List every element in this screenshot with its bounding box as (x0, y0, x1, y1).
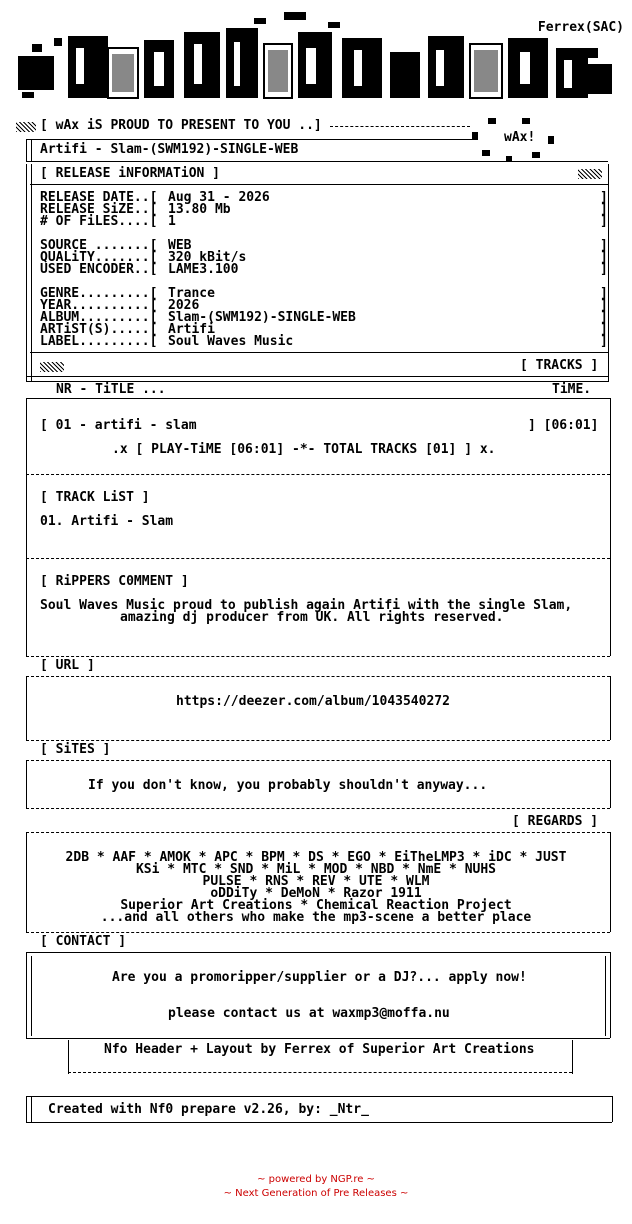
contact-email[interactable]: please contact us at waxmp3@moffa.nu (168, 1006, 450, 1021)
track-time: ] [06:01] (528, 418, 599, 433)
info-value: WEB (168, 238, 192, 253)
border (26, 952, 27, 1038)
info-label: ARTiST(S).....[ (40, 322, 158, 337)
border (68, 1040, 69, 1074)
border (26, 164, 27, 382)
info-close: ] (600, 202, 608, 217)
divider (26, 161, 608, 162)
rippers-comment-line: Soul Waves Music proud to publish again Artifi with the single Slam, (40, 598, 573, 613)
info-close: ] (600, 322, 608, 337)
divider (26, 656, 610, 657)
divider (68, 1072, 572, 1073)
info-close: ] (600, 190, 608, 205)
info-label: ALBUM.........[ (40, 310, 158, 325)
regards-title: [ REGARDS ] (512, 814, 599, 829)
border (610, 760, 611, 808)
divider (26, 676, 610, 677)
divider (26, 760, 610, 761)
border (26, 139, 27, 161)
footer-tagline: ~ Next Generation of Pre Releases ~ (223, 1188, 409, 1199)
contact-line: Are you a promoripper/supplier or a DJ?... apply now! (112, 970, 527, 985)
info-value: 2026 (168, 298, 200, 313)
hatch-decor (578, 169, 602, 179)
divider (330, 126, 470, 127)
track-item: [ 01 - artifi - slam (40, 418, 197, 433)
tracks-title: [ TRACKS ] (520, 358, 599, 373)
info-close: ] (600, 250, 608, 265)
info-value: Artifi (168, 322, 215, 337)
hatch-decor (16, 122, 36, 132)
info-label: SOURCE .......[ (40, 238, 158, 253)
track-list-title: [ TRACK LiST ] (40, 490, 150, 505)
regards-line: Superior Art Creations * Chemical Reaction Project (120, 898, 512, 913)
created-with: Created with Nf0 prepare v2.26, by: _Ntr_ (48, 1102, 369, 1117)
info-value: 1 (168, 214, 176, 229)
border (610, 474, 611, 558)
info-value: Trance (168, 286, 215, 301)
present-line: [ wAx iS PROUD TO PRESENT TO YOU ..] (40, 118, 322, 133)
divider (26, 558, 610, 559)
logo-art (8, 8, 624, 120)
divider (26, 139, 474, 140)
border (26, 760, 27, 808)
divider (26, 398, 610, 399)
border (31, 164, 32, 382)
layout-credit: Nfo Header + Layout by Ferrex of Superior Art Creations (104, 1042, 535, 1057)
rippers-comment-title: [ RiPPERS C0MMENT ] (40, 574, 189, 589)
rippers-comment-line: amazing dj producer from UK. All rights reserved. (120, 610, 504, 625)
decor-dot (522, 118, 530, 124)
border (26, 1096, 27, 1122)
border (612, 1096, 613, 1122)
info-value: 320 kBit/s (168, 250, 247, 265)
border (26, 474, 27, 558)
url-link[interactable]: https://deezer.com/album/1043540272 (176, 694, 450, 709)
info-label: LABEL.........[ (40, 334, 158, 349)
col-nr-title: NR - TiTLE ... (56, 382, 166, 397)
info-close: ] (600, 238, 608, 253)
track-list-item: 01. Artifi - Slam (40, 514, 174, 529)
border (610, 676, 611, 740)
regards-line: KSi * MTC * SND * MiL * MOD * NBD * NmE * NUHS (135, 862, 497, 877)
border (608, 164, 609, 382)
border (26, 398, 27, 474)
info-close: ] (600, 214, 608, 229)
border (610, 558, 611, 656)
info-close: ] (600, 298, 608, 313)
powered-by[interactable]: ~ powered by NGP.re ~ (257, 1174, 375, 1185)
wax-ascii-logo (8, 8, 624, 120)
border (31, 139, 32, 161)
info-label: RELEASE SiZE..[ (40, 202, 158, 217)
divider (26, 1096, 612, 1097)
release-info-title: [ RELEASE iNFORMATiON ] (40, 166, 221, 181)
info-close: ] (600, 286, 608, 301)
regards-line: ...and all others who make the mp3-scene a better place (100, 910, 532, 925)
border (31, 956, 32, 1036)
divider (26, 1038, 610, 1039)
info-value: Aug 31 - 2026 (168, 190, 270, 205)
info-label: USED ENCODER..[ (40, 262, 158, 277)
info-label: GENRE.........[ (40, 286, 158, 301)
info-close: ] (600, 310, 608, 325)
decor-dot (548, 136, 554, 144)
divider (26, 808, 610, 809)
info-close: ] (600, 334, 608, 349)
divider (26, 832, 610, 833)
url-title: [ URL ] (40, 658, 95, 673)
ascii-credit: Ferrex(SAC) (537, 20, 624, 35)
border (26, 676, 27, 740)
info-value: LAME3.100 (168, 262, 239, 277)
tracks-summary: .x [ PLAY-TiME [06:01] -*- TOTAL TRACKS [01] ] x. (112, 442, 496, 457)
regards-line: oDDiTy * DeMoN * Razor 1911 (210, 886, 422, 901)
border (610, 398, 611, 474)
release-name: Artifi - Slam-(SWM192)-SINGLE-WEB (40, 142, 299, 157)
info-label: RELEASE DATE..[ (40, 190, 158, 205)
divider (30, 184, 608, 185)
border (572, 1040, 573, 1074)
contact-title: [ CONTACT ] (40, 934, 127, 949)
border (26, 558, 27, 656)
decor-dot (532, 152, 540, 158)
divider (26, 952, 610, 953)
border (610, 952, 611, 1038)
decor-dot (488, 118, 496, 124)
divider (26, 376, 608, 377)
divider (26, 474, 610, 475)
hatch-decor (40, 362, 64, 372)
sites-text: If you don't know, you probably shouldn't anyway... (88, 778, 488, 793)
info-label: # OF FiLES....[ (40, 214, 158, 229)
wax-tag: wAx! (504, 130, 536, 145)
divider (30, 352, 608, 353)
info-value: Slam-(SWM192)-SINGLE-WEB (168, 310, 356, 325)
divider (26, 932, 610, 933)
regards-line: 2DB * AAF * AMOK * APC * BPM * DS * EGO * EiTheLMP3 * iDC * JUST (65, 850, 567, 865)
divider (26, 740, 610, 741)
border (31, 1096, 32, 1122)
info-close: ] (600, 262, 608, 277)
sites-title: [ SiTES ] (40, 742, 111, 757)
info-label: YEAR..........[ (40, 298, 158, 313)
info-value: 13.80 Mb (168, 202, 231, 217)
info-label: QUALiTY.......[ (40, 250, 158, 265)
col-time: TiME. (552, 382, 592, 397)
info-value: Soul Waves Music (168, 334, 294, 349)
divider (26, 1122, 612, 1123)
regards-line: PULSE * RNS * REV * UTE * WLM (202, 874, 430, 889)
border (605, 956, 606, 1036)
decor-dot (482, 150, 490, 156)
